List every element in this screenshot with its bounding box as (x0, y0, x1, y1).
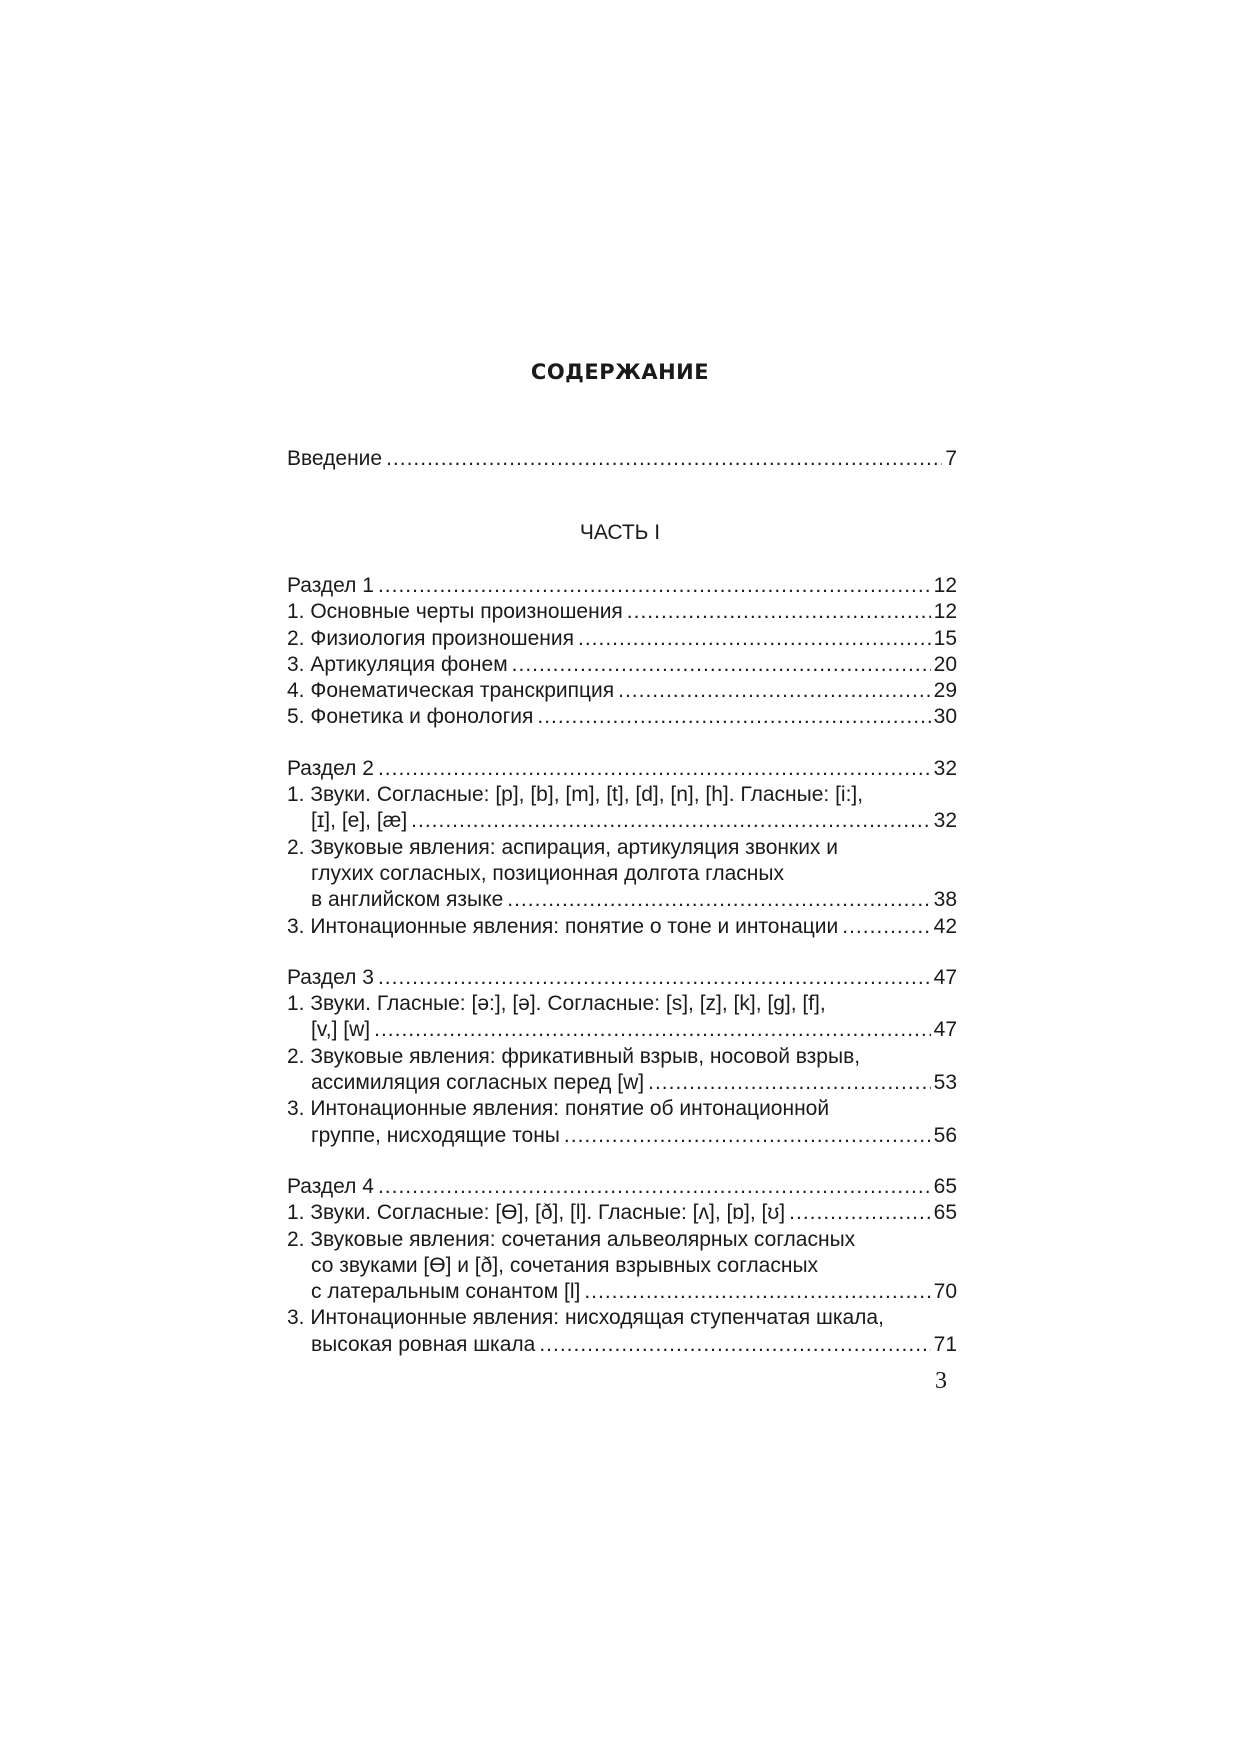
toc-entry-page: 32 (933, 756, 957, 780)
section-heading: Раздел 4 (287, 1174, 374, 1198)
toc-entry-line (287, 1044, 957, 1070)
toc-entry-page: 47 (933, 965, 957, 989)
toc-entry-label: 2. Звуковые явления: сочетания альвеолярных согласных (287, 1227, 856, 1251)
toc-section-4 (287, 1174, 957, 1358)
toc-entry-line (287, 1253, 957, 1279)
toc-entry (287, 887, 957, 913)
toc-entry-label: 3. Артикуляция фонем (287, 652, 508, 676)
dot-leader (618, 678, 931, 704)
toc-entry (287, 965, 957, 991)
toc-entry-page: 30 (933, 705, 957, 729)
toc-entry-page: 12 (933, 574, 957, 597)
toc-entry-label: [ɪ], [e], [æ] (311, 809, 408, 833)
toc-entry-page: 53 (933, 1071, 957, 1095)
toc-entry (287, 626, 957, 652)
toc-entry-page: 65 (933, 1201, 957, 1225)
dot-leader (584, 1279, 930, 1305)
toc-entry-label: 1. Звуки. Согласные: [Ɵ], [ð], [l]. Гласные: [ʌ], [ɒ], [ʊ] (287, 1201, 786, 1225)
toc-section-2 (287, 756, 957, 940)
toc-entry-page: 42 (933, 914, 957, 938)
toc-entry-label: глухих согласных, позиционная долгота гласных (311, 861, 784, 885)
toc-entry-page: 56 (933, 1123, 957, 1147)
toc-entry-page: 29 (933, 679, 957, 703)
toc-entry-page: 71 (933, 1332, 957, 1356)
page-number: 3 (935, 1368, 947, 1394)
toc-entry-line (287, 782, 957, 808)
toc-entry-line (287, 835, 957, 861)
toc-entry-label: 1. Основные черты произношения (287, 600, 623, 624)
toc-entry (287, 1332, 957, 1358)
dot-leader (374, 1017, 931, 1043)
toc-section-3 (287, 965, 957, 1149)
toc-entry-label: в английском языке (311, 888, 504, 912)
toc-entry (287, 1200, 957, 1226)
toc-entry-label: ассимиляция согласных перед [w] (311, 1071, 645, 1095)
toc-entry-label: 3. Интонационные явления: понятие об интонационной (287, 1097, 830, 1121)
page-title: СОДЕРЖАНИЕ (530, 360, 710, 384)
toc-sections (287, 573, 957, 1383)
toc-entry-line (287, 991, 957, 1017)
dot-leader (378, 1174, 931, 1200)
dot-leader (648, 1070, 931, 1096)
toc-entry-page: 32 (933, 809, 957, 833)
toc-intro (287, 446, 957, 472)
toc-entry-label: с латеральным сонантом [l] (311, 1280, 581, 1304)
dot-leader (842, 914, 930, 940)
dot-leader (411, 808, 930, 834)
toc-entry-page: 15 (933, 626, 957, 650)
section-heading: Раздел 1 (287, 574, 374, 597)
toc-entry-label: 4. Фонематическая транскрипция (287, 679, 615, 703)
dot-leader (378, 756, 931, 782)
toc-entry-page: 7 (945, 447, 957, 470)
dot-leader (507, 887, 930, 913)
toc-entry (287, 808, 957, 834)
toc-entry-label: группе, нисходящие тоны (311, 1123, 560, 1147)
toc-entry-page: 12 (933, 600, 957, 624)
toc-entry (287, 446, 957, 472)
toc-entry (287, 678, 957, 704)
toc-entry-line (287, 1305, 957, 1331)
toc-entry-label: 2. Звуковые явления: аспирация, артикуляция звонких и (287, 835, 838, 859)
dot-leader (564, 1123, 931, 1149)
dot-leader (512, 652, 931, 678)
dot-leader (578, 626, 931, 652)
section-heading: Раздел 2 (287, 756, 374, 780)
toc-entry-label: 1. Звуки. Гласные: [ə:], [ə]. Согласные: [s], [z], [k], [g], [f], (287, 992, 826, 1016)
dot-leader (627, 599, 931, 625)
dot-leader (539, 1332, 930, 1358)
dot-leader (386, 446, 942, 472)
dot-leader (378, 965, 931, 991)
toc-entry-label: 3. Интонационные явления: понятие о тоне и интонации (287, 914, 839, 938)
toc-entry (287, 1070, 957, 1096)
toc-entry-label: высокая ровная шкала (311, 1332, 536, 1356)
toc-entry-label: 1. Звуки. Согласные: [p], [b], [m], [t], [d], [n], [h]. Гласные: [i:], (287, 783, 864, 807)
toc-entry (287, 599, 957, 625)
toc-entry (287, 756, 957, 782)
toc-entry (287, 1174, 957, 1200)
toc-entry-line (287, 1227, 957, 1253)
toc-entry-label: 5. Фонетика и фонология (287, 705, 534, 729)
toc-entry-page: 20 (933, 652, 957, 676)
toc-entry (287, 1279, 957, 1305)
toc-entry (287, 914, 957, 940)
toc-entry-label: 3. Интонационные явления: нисходящая ступенчатая шкала, (287, 1306, 884, 1330)
toc-entry-page: 70 (933, 1280, 957, 1304)
toc-entry-label: 2. Физиология произношения (287, 626, 574, 650)
toc-entry-label: со звуками [Ɵ] и [ð], сочетания взрывных согласных (311, 1253, 819, 1277)
toc-entry (287, 704, 957, 730)
toc-entry-page: 38 (933, 888, 957, 912)
toc-entry-page: 47 (933, 1018, 957, 1042)
part-title: ЧАСТЬ I (579, 521, 661, 544)
toc-entry-label: 2. Звуковые явления: фрикативный взрыв, носовой взрыв, (287, 1044, 861, 1068)
toc-entry-line (287, 1096, 957, 1122)
dot-leader (378, 573, 931, 599)
toc-entry-page: 65 (933, 1174, 957, 1198)
toc-entry-line (287, 861, 957, 887)
section-heading: Раздел 3 (287, 965, 374, 989)
toc-section-1 (287, 573, 957, 731)
toc-entry (287, 573, 957, 599)
toc-entry (287, 1017, 957, 1043)
dot-leader (789, 1200, 930, 1226)
toc-entry-label: Введение (287, 447, 383, 470)
toc-entry (287, 652, 957, 678)
toc-entry-label: [v,] [w] (311, 1018, 371, 1042)
dot-leader (537, 704, 930, 730)
toc-entry (287, 1123, 957, 1149)
